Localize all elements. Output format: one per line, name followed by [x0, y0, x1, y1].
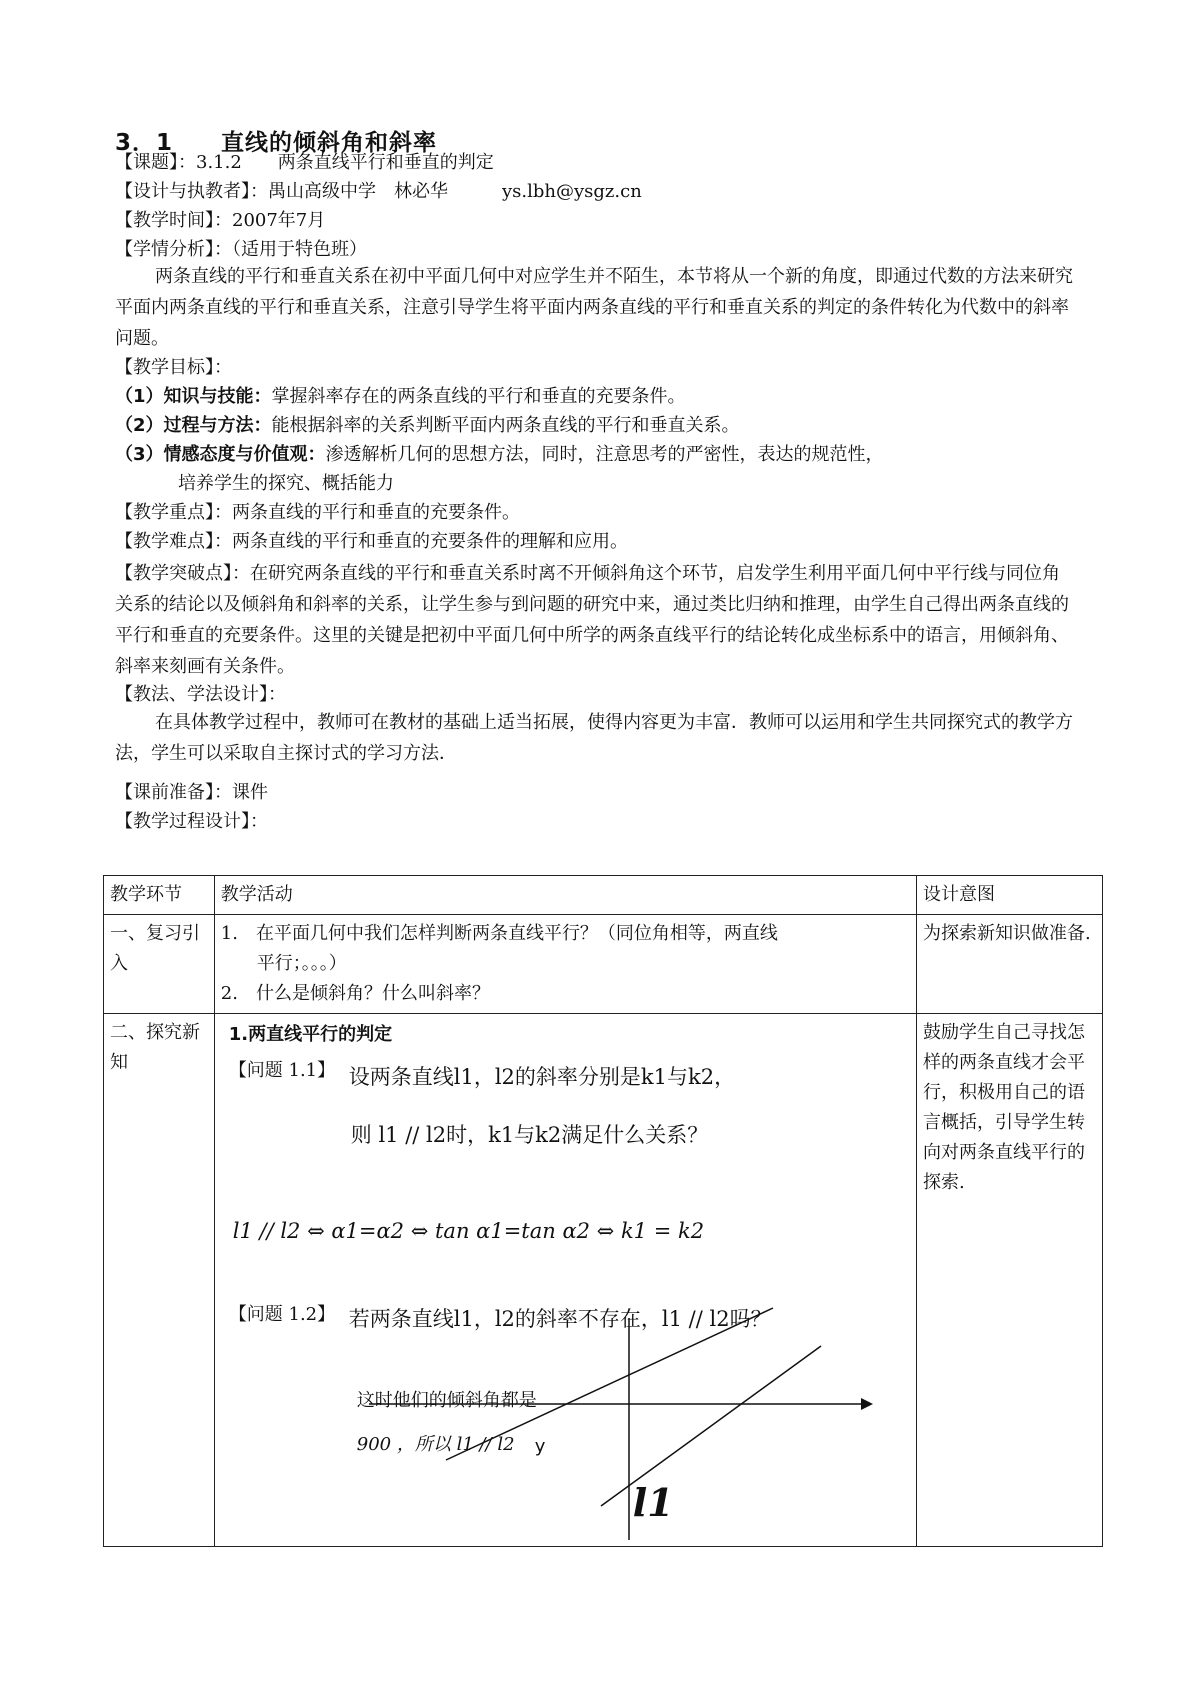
answer-line-2: 900 ，所以 l1 // l2 — [356, 1434, 515, 1455]
stage-explore: 二、探究新知 — [104, 1014, 215, 1547]
goal-1-label: （1）知识与技能： — [115, 386, 272, 407]
x-axis-arrow-icon — [861, 1398, 873, 1410]
goal-3-text: 渗透解析几何的思想方法，同时，注意思考的严密性，表达的规范性， — [325, 444, 884, 465]
explore-heading: 1.两直线平行的判定 — [228, 1024, 393, 1045]
time-line: 【教学时间】：2007年7月 — [115, 210, 326, 231]
activity-explore — [214, 1014, 916, 1547]
stage-review: 一、复习引入 — [104, 915, 215, 1014]
header-stage: 教学环节 — [104, 876, 215, 915]
analysis-label: 【学情分析】：（适用于特色班） — [115, 239, 367, 260]
prep-line: 【课前准备】：课件 — [115, 782, 268, 803]
goal-3 — [115, 442, 884, 468]
goal-3-continued: 培养学生的探究、概括能力 — [178, 473, 394, 494]
difficulty-point: 【教学难点】：两条直线的平行和垂直的充要条件的理解和应用。 — [115, 531, 628, 552]
review-item-2: 2. 什么是倾斜角？什么叫斜率？ — [220, 983, 490, 1004]
answer-line-1: 这时他们的倾斜角都是 — [356, 1390, 537, 1411]
axis-label-y: y — [534, 1436, 546, 1457]
activity-review — [214, 915, 916, 1014]
method-label: 【教法、学法设计】： — [115, 684, 286, 705]
table-header-row — [104, 876, 1103, 915]
line-label-l1: l1 — [632, 1480, 674, 1525]
intent-review: 为探索新知识做准备. — [916, 915, 1102, 1014]
key-point: 【教学重点】：两条直线的平行和垂直的充要条件。 — [115, 502, 520, 523]
process-label: 【教学过程设计】： — [115, 811, 268, 832]
analysis-paragraph: 两条直线的平行和垂直关系在初中平面几何中对应学生并不陌生，本节将从一个新的角度，即通过代数的方法来研究平面内两条直线的平行和垂直关系，注意引导学生将平面内两条直线的平行和垂直关系的判定的条件转化为代数中的斜率问题。 — [115, 266, 1073, 349]
question-1-1-label: 【问题 1.1】 — [228, 1060, 336, 1081]
review-item-1-cont: 平行；。。。） — [256, 953, 347, 974]
goals-label: 【教学目标】： — [115, 357, 232, 378]
header-intent: 设计意图 — [916, 876, 1102, 915]
parallel-formula: l1 // l2 ⇔ α1=α2 ⇔ tan α1=tan α2 ⇔ k1 = k2 — [232, 1219, 705, 1243]
topic-line: 【课题】：3.1.2 两条直线平行和垂直的判定 — [115, 152, 494, 173]
question-1-1-text: 设两条直线l1，l2的斜率分别是k1与k2， — [348, 1065, 736, 1089]
method-paragraph: 在具体教学过程中，教师可在教材的基础上适当拓展，使得内容更为丰富．教师可以运用和学生共同探究式的教学方法，学生可以采取自主探讨式的学习方法． — [115, 712, 1073, 764]
goal-1-text: 掌握斜率存在的两条直线的平行和垂直的充要条件。 — [271, 386, 686, 407]
question-1-1-text2: 则 l1 // l2时，k1与k2满足什么关系？ — [350, 1123, 709, 1147]
table-row — [104, 915, 1103, 1014]
page-title: 3．1 直线的倾斜角和斜率 — [115, 130, 438, 156]
breakthrough-paragraph: 【教学突破点】：在研究两条直线的平行和垂直关系时离不开倾斜角这个环节，启发学生利用平面几何中平行线与同位角关系的结论以及倾斜角和斜率的关系，让学生参与到问题的研究中来，通过类比归纳和推理，由学生自己得出两条直线的平行和垂直的充要条件。这里的关键是把初中平面几何中所学的两条直线平行的结论转化成坐标系中的语言，用倾斜角、斜率来刻画有关条件。 — [115, 563, 1069, 677]
process-table — [103, 875, 1103, 1547]
review-item-1: 1. 在平面几何中我们怎样判断两条直线平行？（同位角相等，两直线 — [220, 923, 778, 944]
intent-explore: 鼓励学生自己寻找怎样的两条直线才会平行，积极用自己的语言概括，引导学生转向对两条直线平行的探索. — [916, 1014, 1102, 1547]
parallel-lines-diagram — [221, 1018, 893, 1542]
table-row — [104, 1014, 1103, 1547]
question-1-2-text: 若两条直线l1，l2的斜率不存在，l1 // l2吗？ — [348, 1307, 772, 1331]
goal-1 — [115, 384, 686, 410]
designer-line: 【设计与执教者】：禺山高级中学 林必华 ys.lbh@ysgz.cn — [115, 181, 642, 202]
header-activity: 教学活动 — [214, 876, 916, 915]
goal-2 — [115, 413, 740, 439]
goal-3-label: （3）情感态度与价值观： — [115, 444, 326, 465]
goal-2-label: （2）过程与方法： — [115, 415, 272, 436]
goal-2-text: 能根据斜率的关系判断平面内两条直线的平行和垂直关系。 — [271, 415, 740, 436]
question-1-2-label: 【问题 1.2】 — [228, 1304, 336, 1325]
